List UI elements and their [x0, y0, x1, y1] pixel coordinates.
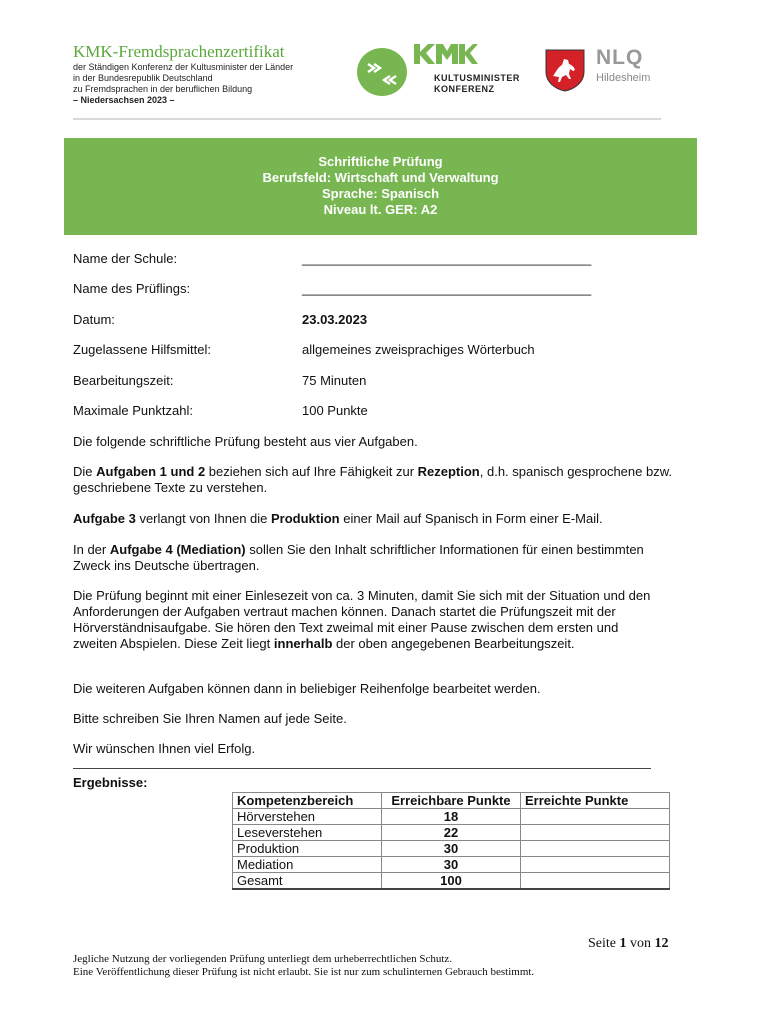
certificate-title: KMK-Fremdsprachenzertifikat [73, 42, 285, 61]
points-label: Maximale Punktzahl: [73, 403, 193, 418]
nlq-wordmark: NLQ [596, 46, 644, 69]
kmk-logo-line2: KONFERENZ [434, 84, 495, 94]
achieved-points-cell[interactable] [521, 825, 670, 841]
subtitle-line: der Ständigen Konferenz der Kultusminister der Länder [73, 62, 294, 72]
page-number: Seite 1 von 12 [588, 936, 669, 951]
certificate-subtitle [73, 62, 293, 106]
nlq-city: Hildesheim [596, 72, 651, 84]
kmk-wordmark [414, 44, 520, 95]
kmk-logo-line1: KULTUSMINISTER [434, 73, 520, 83]
tasks-1-2-paragraph: Die Aufgaben 1 und 2 beziehen sich auf Ihre Fähigkeit zur Rezeption, d.h. spanisch gesprochene bzw. geschriebene Texte zu verstehen. [73, 464, 672, 495]
task-3-paragraph: Aufgabe 3 verlangt von Ihnen die Produktion einer Mail auf Spanisch in Form einer E-Mail. [73, 511, 603, 526]
max-points-cell: 30 [382, 857, 521, 873]
table-header-row [233, 793, 670, 809]
column-header: Erreichbare Punkte [382, 793, 521, 809]
coat-of-arms-icon [544, 48, 586, 97]
procedure-paragraph: Die Prüfung beginnt mit einer Einlesezeit von ca. 3 Minuten, damit Sie sich mit der Situation und den Anforderungen der Aufgaben vertraut machen können. Danach startet die Prüfungszeit mit der Hörverständnisaufgabe. Sie hören den Text zweimal mit einer Pause zwischen dem ersten und zweiten Abspielen. Diese Zeit liegt innerhalb der oben angegebenen Bearbeitungszeit. [73, 588, 651, 651]
student-field[interactable]: ________________________________________ [302, 281, 592, 296]
banner-line: Niveau lt. GER: A2 [323, 202, 438, 217]
school-field[interactable]: ________________________________________ [302, 251, 592, 266]
banner-line: Sprache: Spanisch [321, 186, 440, 201]
date-label: Datum: [73, 312, 115, 327]
school-label: Name der Schule: [73, 251, 178, 266]
column-header: Erreichte Punkte [521, 793, 670, 809]
kmk-circle-icon [356, 46, 416, 98]
points-value: 100 Punkte [302, 403, 368, 418]
order-paragraph: Die weiteren Aufgaben können dann in beliebiger Reihenfolge bearbeitet werden. [73, 681, 541, 696]
copyright-line: Eine Veröffentlichung dieser Prüfung ist nicht erlaubt. Sie ist nur zum schulinternen Gebrauch bestimmt. [73, 966, 535, 978]
achieved-points-cell[interactable] [521, 873, 670, 890]
name-paragraph: Bitte schreiben Sie Ihren Namen auf jede Seite. [73, 711, 347, 726]
achieved-points-cell[interactable] [521, 809, 670, 825]
aids-label: Zugelassene Hilfsmittel: [73, 342, 211, 357]
subtitle-line: – Niedersachsen 2023 – [73, 95, 175, 105]
banner-line: Berufsfeld: Wirtschaft und Verwaltung [262, 170, 499, 185]
task-4-paragraph: In der Aufgabe 4 (Mediation) sollen Sie den Inhalt schriftlicher Informationen für einen bestimmten Zweck ins Deutsche übertragen. [73, 542, 644, 573]
copyright-line: Jegliche Nutzung der vorliegenden Prüfung unterliegt dem urheberrechtlichen Schutz. [73, 953, 453, 965]
header-divider [73, 118, 661, 120]
table-row [233, 873, 670, 890]
achieved-points-cell[interactable] [521, 841, 670, 857]
student-label: Name des Prüflings: [73, 281, 191, 296]
aids-value: allgemeines zweisprachiges Wörterbuch [302, 342, 535, 357]
results-divider [73, 768, 651, 769]
kmk-letters-icon [414, 44, 478, 66]
time-value: 75 Minuten [302, 373, 367, 388]
table-row [233, 841, 670, 857]
banner-line: Schriftliche Prüfung [318, 154, 443, 169]
results-heading: Ergebnisse: [73, 775, 148, 790]
wish-paragraph: Wir wünschen Ihnen viel Erfolg. [73, 741, 256, 756]
area-cell: Leseverstehen [233, 825, 382, 841]
area-cell: Hörverstehen [233, 809, 382, 825]
table-row [233, 825, 670, 841]
max-points-cell: 100 [382, 873, 521, 890]
max-points-cell: 22 [382, 825, 521, 841]
max-points-cell: 30 [382, 841, 521, 857]
subtitle-line: zu Fremdsprachen in der beruflichen Bildung [73, 84, 253, 94]
date-value: 23.03.2023 [302, 312, 368, 327]
table-row [233, 809, 670, 825]
kmk-logo [356, 46, 416, 103]
subtitle-line: in der Bundesrepublik Deutschland [73, 73, 213, 83]
column-header: Kompetenzbereich [233, 793, 382, 809]
exam-banner [64, 138, 697, 235]
time-label: Bearbeitungszeit: [73, 373, 174, 388]
area-cell: Gesamt [233, 873, 382, 890]
results-table [232, 792, 670, 890]
intro-paragraph: Die folgende schriftliche Prüfung besteht aus vier Aufgaben. [73, 434, 418, 449]
area-cell: Produktion [233, 841, 382, 857]
achieved-points-cell[interactable] [521, 857, 670, 873]
table-row [233, 857, 670, 873]
max-points-cell: 18 [382, 809, 521, 825]
area-cell: Mediation [233, 857, 382, 873]
copyright-notice [73, 953, 534, 979]
